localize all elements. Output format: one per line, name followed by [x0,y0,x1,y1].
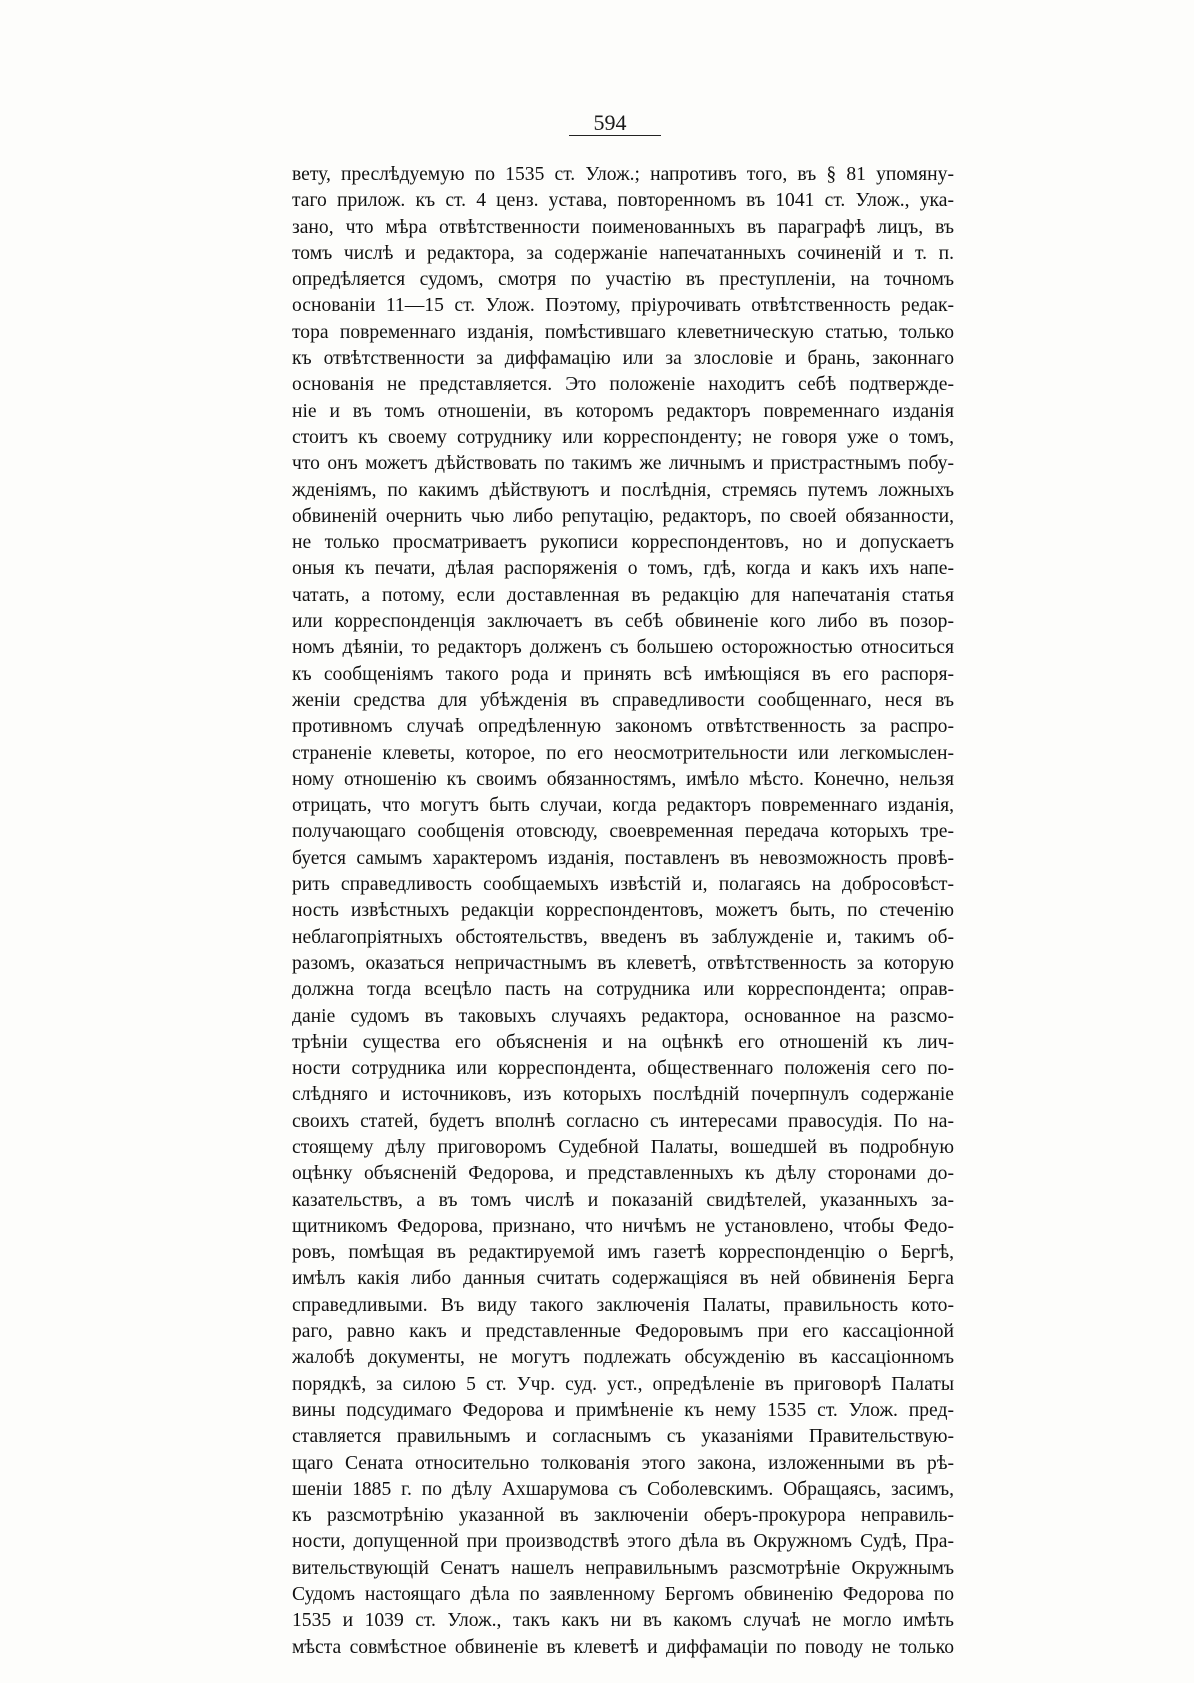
text-line: къ отвѣтственности за диффамацію или за злословіе и брань, законнаго [292,348,954,370]
text-line: оныя къ печати, дѣлая распоряженія о томъ, гдѣ, когда и какъ ихъ напе- [292,558,954,580]
text-line: опредѣляется судомъ, смотря по участію въ преступленіи, на точномъ [292,269,954,291]
text-line: ному отношенію къ своимъ обязанностямъ, имѣло мѣсто. Конечно, нельзя [292,768,954,790]
text-line: противномъ случаѣ опредѣленную закономъ отвѣтственность за распро- [292,716,954,738]
text-line: отрицать, что могутъ быть случаи, когда редакторъ повременнаго изданія, [292,795,954,817]
text-line: или корреспонденція заключаетъ въ себѣ обвиненіе кого либо въ позор- [292,611,954,633]
text-line: основанія не представляется. Это положеніе находитъ себѣ подтвержде- [292,374,954,396]
text-line: ніе и въ томъ отношеніи, въ которомъ редакторъ повременнаго изданія [292,400,954,422]
text-line: къ разсмотрѣнію указанной въ заключеніи оберъ-прокурора неправиль- [292,1505,954,1527]
text-line: ставляется правильнымъ и согласнымъ съ указаніями Правительствую- [292,1426,954,1448]
text-line: раго, равно какъ и представленные Федоровымъ при его кассаціонной [292,1321,954,1343]
text-line: жалобѣ документы, не могутъ подлежать обсужденію въ кассаціонномъ [292,1347,954,1369]
page-number-rule [569,135,661,136]
text-line: трѣніи существа его объясненія и на оцѣнкѣ его отношеній къ лич- [292,1031,954,1053]
text-line: справедливыми. Въ виду такого заключенія Палаты, правильность кото- [292,1294,954,1316]
body-text [292,162,954,1661]
text-line: имѣлъ какія либо данныя считать содержащіяся въ ней обвиненія Берга [292,1268,954,1290]
text-line: рить справедливость сообщаемыхъ извѣстій и, полагаясь на добросовѣст- [292,874,954,896]
text-line: страненіе клеветы, которое, по его неосмотрительности или легкомыслен- [292,742,954,764]
text-line: 1535 и 1039 ст. Улож., такъ какъ ни въ какомъ случаѣ не могло имѣть [292,1610,954,1632]
text-line: основаніи 11—15 ст. Улож. Поэтому, пріурочивать отвѣтственность редак- [292,295,954,317]
text-line: вины подсудимаго Федорова и примѣненіе къ нему 1535 ст. Улож. пред- [292,1399,954,1421]
text-line: шеніи 1885 г. по дѣлу Ахшарумова съ Соболевскимъ. Обращаясь, засимъ, [292,1478,954,1500]
text-line: таго прилож. къ ст. 4 ценз. устава, повторенномъ въ 1041 ст. Улож., ука- [292,190,954,212]
text-line: получающаго сообщенія отовсюду, своевременная передача которыхъ тре- [292,821,954,843]
text-line: тора повременнаго изданія, помѣстившаго клеветническую статью, только [292,321,954,343]
text-line: щаго Сената относительно толкованія этого закона, изложенными въ рѣ- [292,1452,954,1474]
text-line: оцѣнку объясненій Федорова, и представленныхъ къ дѣлу сторонами до- [292,1163,954,1185]
text-line: ность извѣстныхъ редакціи корреспондентовъ, можетъ быть, по стеченію [292,900,954,922]
text-line: порядкѣ, за силою 5 ст. Учр. суд. уст., опредѣленіе въ приговорѣ Палаты [292,1373,954,1395]
text-line: казательствъ, а въ томъ числѣ и показаній свидѣтелей, указанныхъ за- [292,1189,954,1211]
text-line: ровъ, помѣщая въ редактируемой имъ газетѣ корреспонденцію о Бергѣ, [292,1242,954,1264]
text-line: даніе судомъ въ таковыхъ случаяхъ редактора, основанное на разсмо- [292,1005,954,1027]
text-line: ности сотрудника или корреспондента, общественнаго положенія сего по- [292,1058,954,1080]
page-number: 594 [593,110,627,135]
text-line: ности, допущенной при производствѣ этого дѣла въ Окружномъ Судѣ, Пра- [292,1531,954,1553]
text-line: жденіямъ, по какимъ дѣйствуютъ и послѣднія, стремясь путемъ ложныхъ [292,479,954,501]
text-line: своихъ статей, будетъ вполнѣ согласно съ интересами правосудія. По на- [292,1110,954,1132]
text-line: не только просматриваетъ рукописи корреспондентовъ, но и допускаетъ [292,532,954,554]
text-line: стоитъ къ своему сотруднику или корреспонденту; не говоря уже о томъ, [292,426,954,448]
text-line: зано, что мѣра отвѣтственности поименованныхъ въ параграфѣ лицъ, въ [292,216,954,238]
text-line: неблагопріятныхъ обстоятельствъ, введенъ въ заблужденіе и, такимъ об- [292,926,954,948]
text-line: женіи средства для убѣжденія въ справедливости сообщеннаго, неся въ [292,689,954,711]
text-line: должна тогда всецѣло пасть на сотрудника или корреспондента; оправ- [292,979,954,1001]
text-line: номъ дѣяніи, то редакторъ долженъ съ большею осторожностью относиться [292,637,954,659]
text-line: щитникомъ Федорова, признано, что ничѣмъ не установлено, чтобы Федо- [292,1215,954,1237]
text-line: вету, преслѣдуемую по 1535 ст. Улож.; напротивъ того, въ § 81 упомяну- [292,164,954,185]
text-line: чатать, а потому, если доставленная въ редакцію для напечатанія статья [292,584,954,606]
text-line: мѣста совмѣстное обвиненіе въ клеветѣ и диффамаціи по поводу не только [292,1636,954,1658]
text-line: стоящему дѣлу приговоромъ Судебной Палаты, вошедшей въ подробную [292,1136,954,1158]
text-line: вительствующій Сенатъ нашелъ неправильнымъ разсмотрѣніе Окружнымъ [292,1557,954,1579]
text-line: къ сообщеніямъ такого рода и принять всѣ имѣющіяся въ его распоря- [292,663,954,685]
text-line: Судомъ настоящаго дѣла по заявленному Бергомъ обвиненію Федорова по [292,1584,954,1606]
text-line: томъ числѣ и редактора, за содержаніе напечатанныхъ сочиненій и т. п. [292,242,954,264]
text-line: разомъ, оказаться непричастнымъ въ клеветѣ, отвѣтственность за которую [292,952,954,974]
text-line: слѣдняго и источниковъ, изъ которыхъ послѣдній почерпнулъ содержаніе [292,1084,954,1106]
text-line: что онъ можетъ дѣйствовать по такимъ же личнымъ и пристрастнымъ побу- [292,453,954,475]
text-line: обвиненій очернить чью либо репутацію, редакторъ, по своей обязанности, [292,505,954,527]
text-line: буется самымъ характеромъ изданія, поставленъ въ невозможность провѣ- [292,847,954,869]
